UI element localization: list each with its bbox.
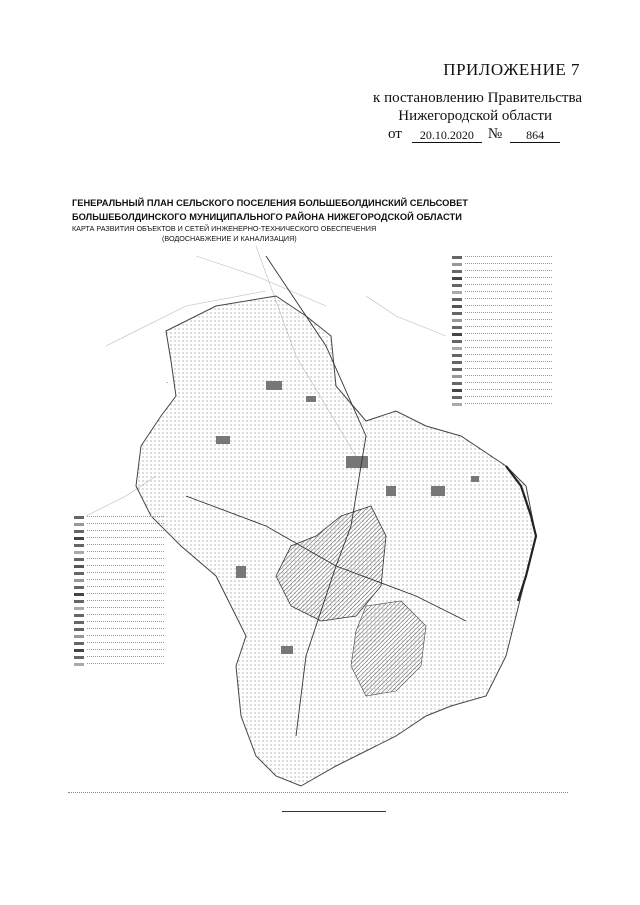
- resolution-date: 20.10.2020: [412, 128, 482, 143]
- from-label: от: [388, 126, 402, 142]
- resolution-number: 864: [510, 128, 560, 143]
- map-title-line-1: ГЕНЕРАЛЬНЫЙ ПЛАН СЕЛЬСКОГО ПОСЕЛЕНИЯ БОЛЬШЕБОЛДИНСКИЙ СЕЛЬСОВЕТ: [72, 198, 468, 208]
- map-subtitle-line-1: КАРТА РАЗВИТИЯ ОБЪЕКТОВ И СЕТЕЙ ИНЖЕНЕРНО-ТЕХНИЧЕСКОГО ОБЕСПЕЧЕНИЯ: [72, 224, 377, 233]
- legend-right: [452, 255, 552, 425]
- annex-resolution-line: к постановлению Правительства: [373, 90, 582, 106]
- map-title-line-2: БОЛЬШЕБОЛДИНСКОГО МУНИЦИПАЛЬНОГО РАЙОНА НИЖЕГОРОДСКОЙ ОБЛАСТИ: [72, 212, 462, 222]
- annex-title: ПРИЛОЖЕНИЕ 7: [443, 60, 580, 79]
- annex-region-line: Нижегородской области: [398, 108, 552, 124]
- settlement-label: -: [166, 380, 168, 386]
- number-sign: №: [487, 126, 503, 142]
- document-end-line: [282, 811, 386, 812]
- legend-left: [74, 515, 164, 765]
- map-subtitle-line-2: (ВОДОСНАБЖЕНИЕ И КАНАЛИЗАЦИЯ): [162, 234, 297, 243]
- annex-header: [0, 0, 640, 160]
- map-bottom-border: [68, 792, 568, 793]
- annex-date-number-line: [388, 126, 560, 143]
